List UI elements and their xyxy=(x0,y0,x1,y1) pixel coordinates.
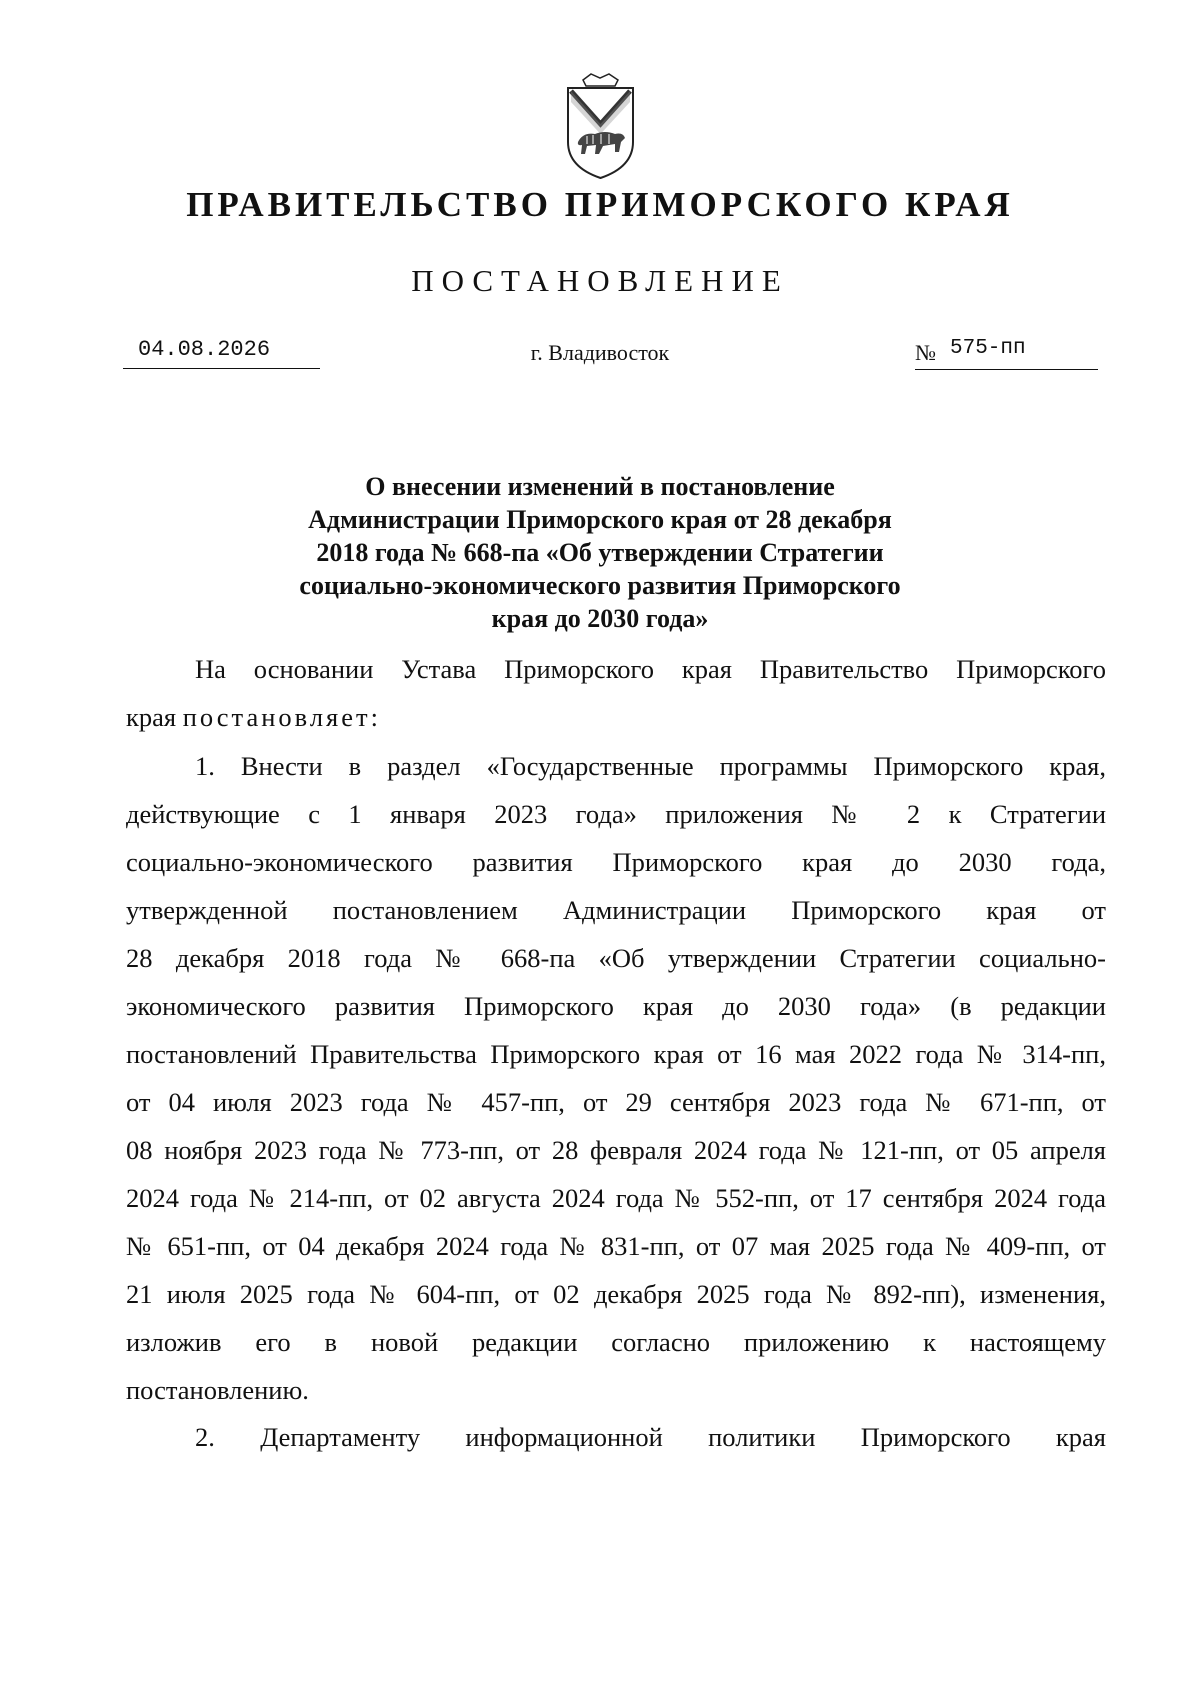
document-meta-line xyxy=(0,337,1200,377)
paragraph-1-line: экономического развития Приморского края до 2030 года» (в редакции xyxy=(126,991,1106,1021)
body-line-intro: На основании Устава Приморского края Правительство Приморского xyxy=(195,654,1106,684)
body-text-spaced: постановляет: xyxy=(182,702,381,732)
paragraph-1-line: 1. Внести в раздел «Государственные программы Приморского края, xyxy=(195,751,1106,781)
paragraph-1-line: социально-экономического развития Приморского края до 2030 года, xyxy=(126,847,1106,877)
document-number: 575-пп xyxy=(950,337,1026,360)
paragraph-1-line: 08 ноября 2023 года № 773-пп, от 28 февраля 2024 года № 121-пп, от 05 апреля xyxy=(126,1135,1106,1165)
document-city: г. Владивосток xyxy=(530,340,670,365)
document-subject xyxy=(0,470,1200,635)
subject-line: Администрации Приморского края от 28 декабря xyxy=(308,505,892,534)
paragraph-1-line: 28 декабря 2018 года № 668-па «Об утверждении Стратегии социально- xyxy=(126,943,1106,973)
body-line-intro-2 xyxy=(126,700,1106,734)
organization-title: ПРАВИТЕЛЬСТВО ПРИМОРСКОГО КРАЯ xyxy=(186,185,1014,224)
paragraph-1-line: изложив его в новой редакции согласно приложению к настоящему xyxy=(126,1327,1106,1357)
paragraph-1-line: постановлений Правительства Приморского края от 16 мая 2022 года № 314-пп, xyxy=(126,1039,1106,1069)
paragraph-1-line: действующие с 1 января 2023 года» приложения № 2 к Стратегии xyxy=(126,799,1106,829)
paragraph-1-line: 21 июля 2025 года № 604-пп, от 02 декабря 2025 года № 892-пп), изменения, xyxy=(126,1279,1106,1309)
number-sign: № xyxy=(915,340,936,365)
paragraph-2-line: 2. Департаменту информационной политики Приморского края xyxy=(195,1422,1106,1452)
subject-line: 2018 года № 668-па «Об утверждении Стратегии xyxy=(316,538,884,567)
document-number-field xyxy=(915,337,1098,370)
subject-line: социально-экономического развития Приморского xyxy=(299,571,901,600)
paragraph-1-line: утвержденной постановлением Администрации Приморского края от xyxy=(126,895,1106,925)
paragraph-1-line: постановлению. xyxy=(126,1375,309,1405)
paragraph-1-line: 2024 года № 214-пп, от 02 августа 2024 года № 552-пп, от 17 сентября 2024 года xyxy=(126,1183,1106,1213)
coat-of-arms-emblem xyxy=(563,72,638,182)
body-text: края xyxy=(126,702,183,732)
subject-line: О внесении изменений в постановление xyxy=(365,472,835,501)
document-date: 04.08.2026 xyxy=(123,337,320,369)
subject-line: края до 2030 года» xyxy=(491,604,709,633)
document-type: ПОСТАНОВЛЕНИЕ xyxy=(411,263,789,298)
paragraph-1-line: от 04 июля 2023 года № 457-пп, от 29 сентября 2023 года № 671-пп, от xyxy=(126,1087,1106,1117)
paragraph-1-line: № 651-пп, от 04 декабря 2024 года № 831-пп, от 07 мая 2025 года № 409-пп, от xyxy=(126,1231,1106,1261)
